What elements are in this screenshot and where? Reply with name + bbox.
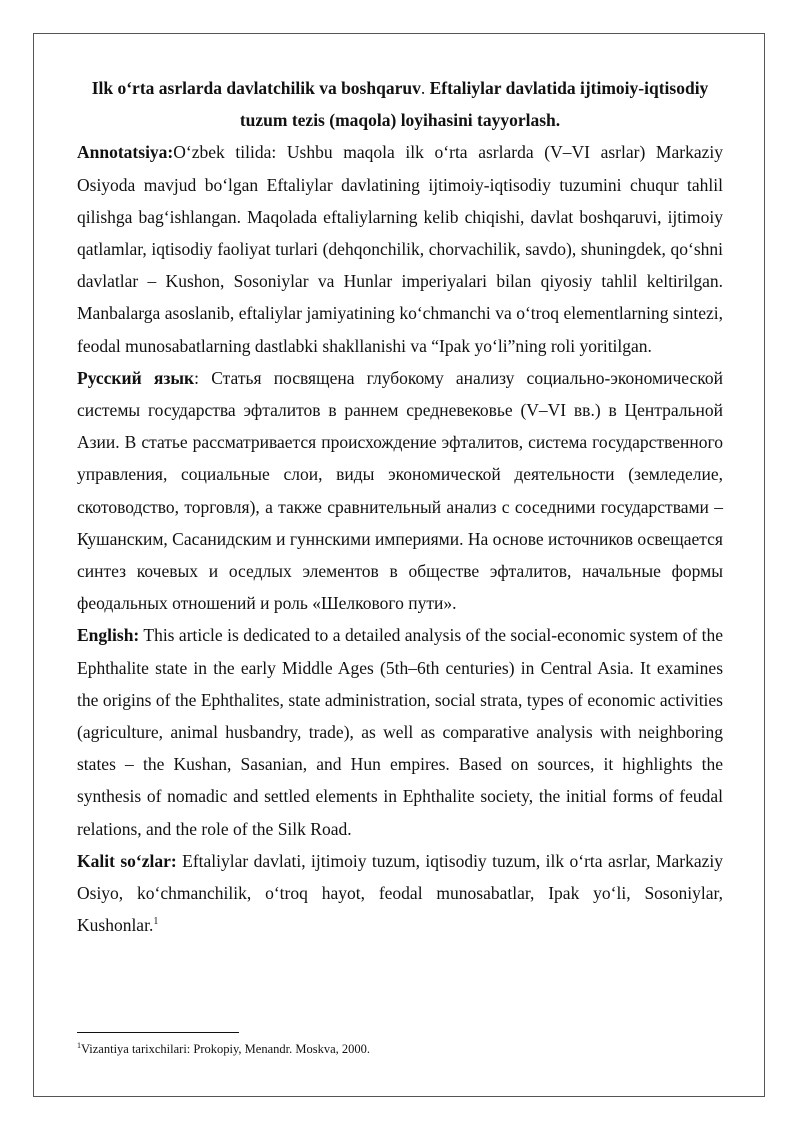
keywords bbox=[77, 845, 723, 942]
document-body bbox=[77, 72, 723, 941]
title-separator: . bbox=[420, 78, 430, 98]
footnote-text: Vizantiya tarixchilari: Prokopiy, Menandr. Moskva, 2000. bbox=[81, 1042, 371, 1056]
abstract-russian-text: Статья посвящена глубокому анализу социально-экономической системы государства эфталитов в раннем средневековье (V–VI вв.) в Центральной Азии. В статье рассматривается происхождение эфталитов, система государственного управления, социальные слои, виды экономической деятельности (земледелие, скотоводство, торговля), а также сравнительный анализ с соседними государствами – Кушанским, Сасанидским и гуннскими империями. На основе источников освещается синтез кочевых и оседлых элементов в обществе эфталитов, начальные формы феодальных отношений и роль «Шелкового пути». bbox=[77, 367, 723, 614]
footnote-divider bbox=[77, 1032, 239, 1033]
keywords-label: Kalit so‘zlar: bbox=[77, 850, 177, 871]
footnote-reference[interactable]: 1 bbox=[153, 916, 159, 928]
footnote bbox=[77, 1040, 723, 1058]
abstract-english-label: English: bbox=[77, 625, 140, 646]
document-title bbox=[77, 72, 723, 136]
title-part-1: Ilk o‘rta asrlarda davlatchilik va boshqaruv bbox=[91, 78, 421, 98]
abstract-uzbek-label: Annotatsiya: bbox=[77, 142, 174, 163]
abstract-russian-separator: : bbox=[194, 367, 212, 388]
abstract-uzbek-text: O‘zbek tilida: Ushbu maqola ilk o‘rta asrlarda (V–VI asrlar) Markaziy Osiyoda mavjud bo‘lgan Eftaliylar davlatining ijtimoiy-iqtisodiy tuzumini chuqur tahlil qilishga bag‘ishlangan. Maqolada eftaliylarning kelib chiqishi, davlat boshqaruvi, ijtimoiy qatlamlar, iqtisodiy faoliyat turlari (dehqonchilik, chorvachilik, savdo), shuningdek, qo‘shni davlatlar – Kushon, Sosoniylar va Hunlar imperiyalari bilan qiyosiy tahlil keltirilgan. Manbalarga asoslanib, eftaliylar jamiyatining ko‘chmanchi va o‘troq elementlarning sintezi, feodal munosabatlarning dastlabki shakllanishi va “Ipak yo‘li”ning roli yoritilgan. bbox=[77, 142, 723, 356]
title-part-2: Eftaliylar davlatida ijtimoiy-iqtisodiy tuzum tezis (maqola) loyihasini tayyorlash. bbox=[239, 78, 709, 131]
abstract-russian bbox=[77, 362, 723, 620]
abstract-uzbek bbox=[77, 136, 723, 361]
abstract-english-text: This article is dedicated to a detailed analysis of the social-economic system of the Ephthalite state in the early Middle Ages (5th–6th centuries) in Central Asia. It examines the origins of the Ephthalites, state administration, social strata, types of economic activities (agriculture, animal husbandry, trade), as well as comparative analysis with neighboring states – the Kushan, Sasanian, and Hun empires. Based on sources, it highlights the synthesis of nomadic and settled elements in Ephthalite society, the initial forms of feudal relations, and the role of the Silk Road. bbox=[77, 625, 723, 839]
keywords-text: Eftaliylar davlati, ijtimoiy tuzum, iqtisodiy tuzum, ilk o‘rta asrlar, Markaziy Osiyo, ko‘chmanchilik, o‘troq hayot, feodal munosabatlar, Ipak yo‘li, Sosoniylar, Kushonlar. bbox=[77, 850, 723, 936]
abstract-english bbox=[77, 619, 723, 844]
footnote-marker: 1 bbox=[77, 1040, 81, 1050]
abstract-russian-label: Русский язык bbox=[77, 367, 195, 388]
